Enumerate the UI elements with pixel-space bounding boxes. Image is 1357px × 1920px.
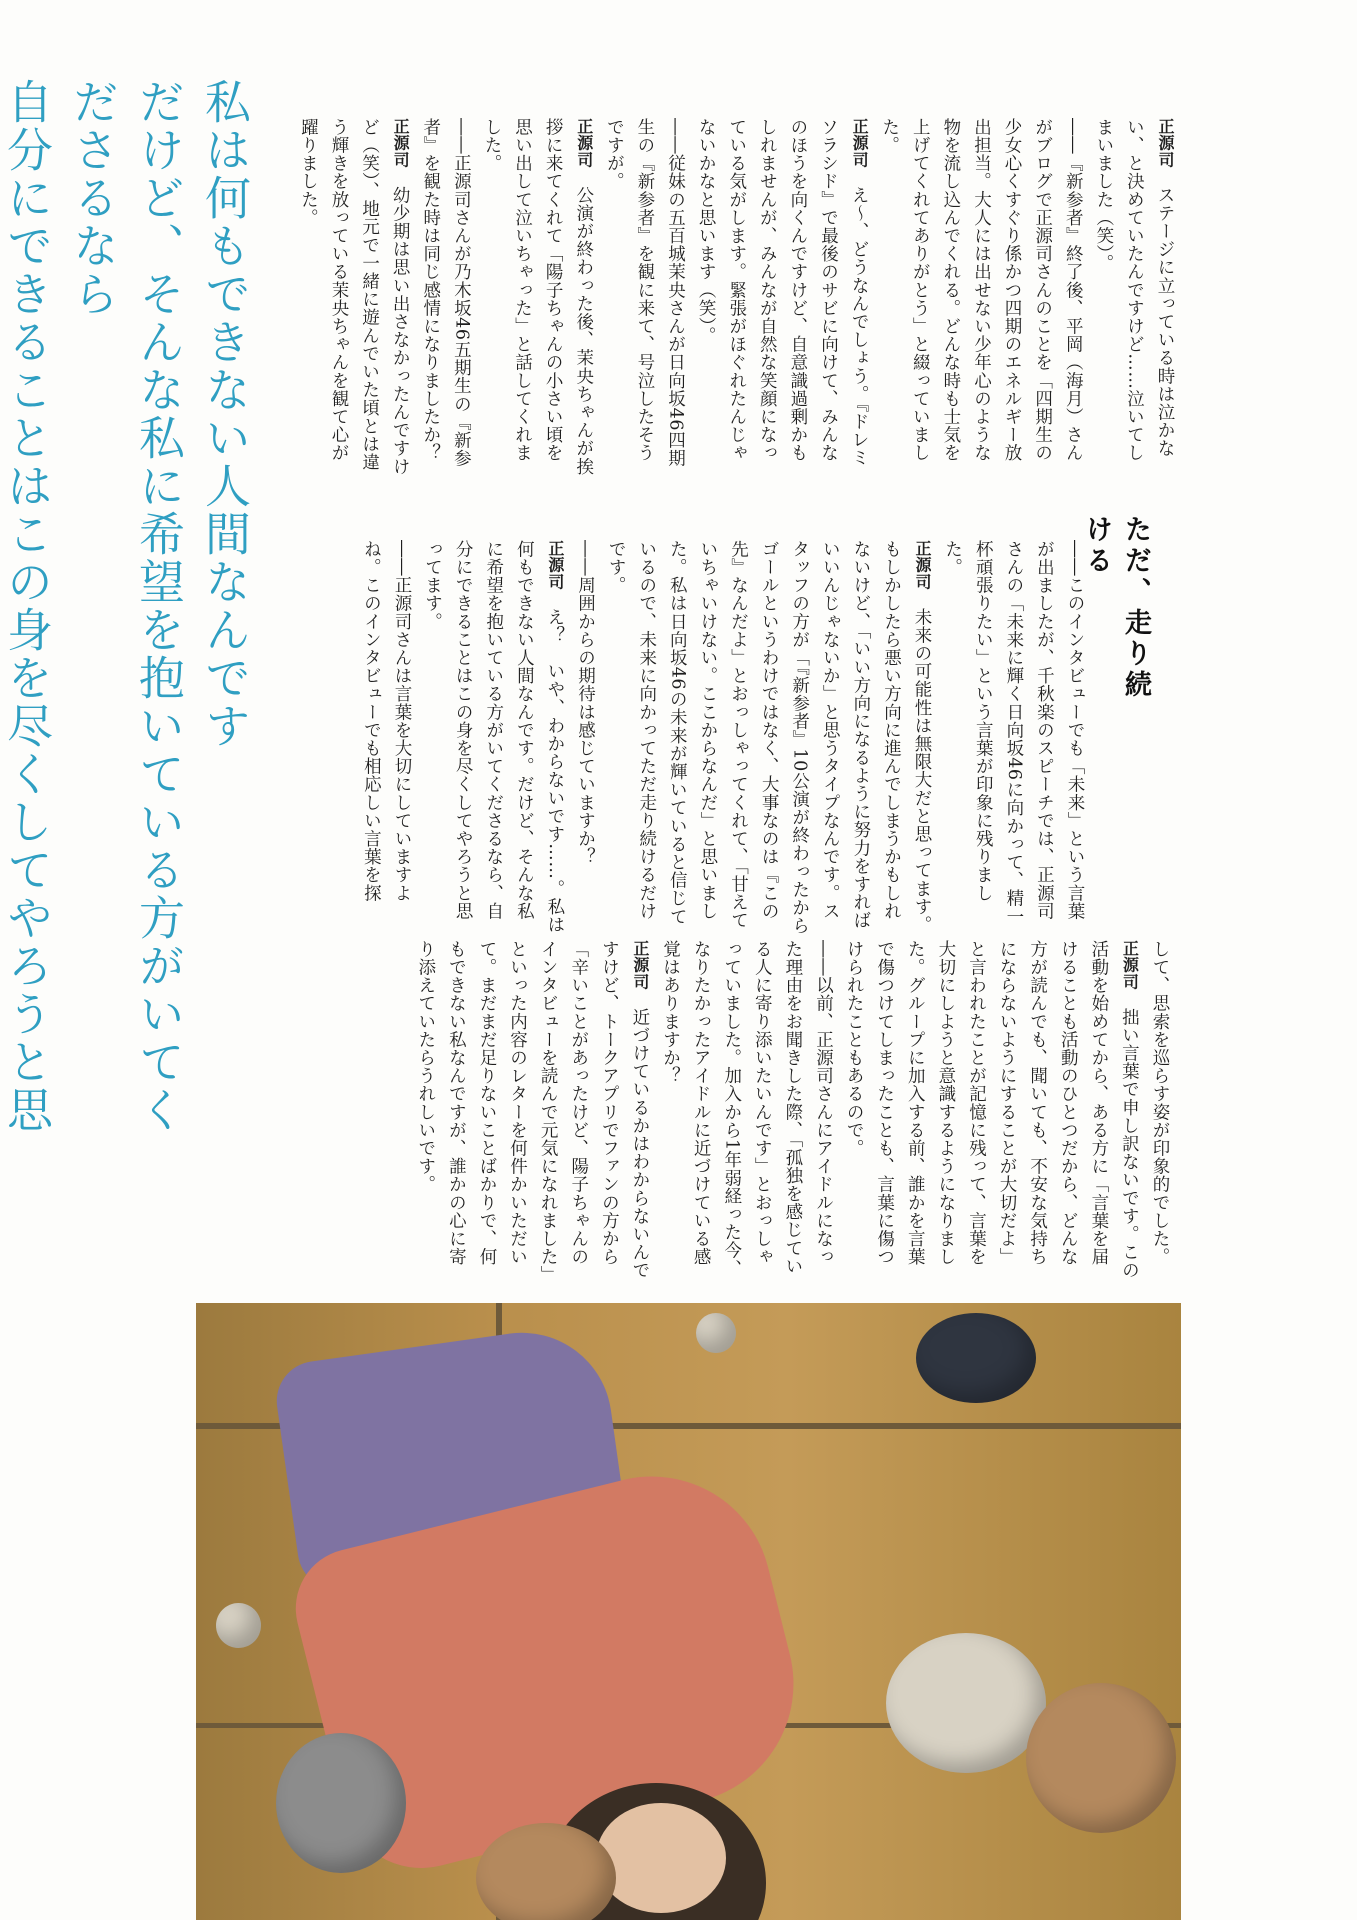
- paragraph-text: ――正源司さんが乃木坂46五期生の『新参者』を観た時は同じ感情になりましたか？: [420, 118, 472, 468]
- paragraph: [1144, 940, 1175, 1280]
- speaker-label: 正源司: [1120, 940, 1140, 990]
- paragraph: [570, 540, 601, 935]
- paragraph-text: ――このインタビューでも「未来」という言葉が出ましたが、千秋楽のスピーチでは、正源司さんの「未来に輝く日向坂46に向かって、精一杯頑張りたい」という言葉が印象に残りました。: [942, 540, 1085, 926]
- paragraph-text: ――正源司さんは言葉を大切にしていますよね。このインタビューでも相応しい言葉を探: [361, 540, 412, 902]
- paragraph: [655, 940, 839, 1280]
- paragraph-text: 未来の可能性は無限大だと思ってます。もしかしたら悪い方向に進んでしまうかもしれないけど、「いい方向になるように努力をすればいいんじゃないか」と思うタイプなんです。スタッフの方が「『新参者』10公演が終わったからゴールというわけではなく、大事なのは『この先』なんだよ」とおっしゃってくれて、「甘えていちゃいけない。ここからなんだ」と思いました。私は日向坂46の未来が輝いていると信じているので、未来に向かってただ走り続けるだけです。: [606, 540, 933, 935]
- paragraph-text: ステージに立っている時は泣かない、と決めていたんですけど……泣いてしまいました（笑）。: [1093, 118, 1175, 462]
- paragraph: [293, 118, 415, 478]
- article-block-lower: [415, 940, 1175, 1280]
- speaker-label: 正源司: [391, 118, 411, 168]
- pull-quote-line: 私は何もできない人間なんです: [198, 78, 252, 750]
- robot-dog-figure: [216, 1603, 261, 1648]
- paragraph-text: 拙い言葉で申し訳ないです。この活動を始めてから、ある方に「言葉を届けることも活動のひとつだから、どんな方が読んでも、聞いても、不安な気持ちにならないようにすることが大切だよ」と言われたことが記憶に残って、言葉を大切にしようと意識するようになりました。グループに加入する前、誰かを言葉で傷つけてしまったことも、言葉に傷つけられたこともあるので。: [844, 940, 1140, 1280]
- section-subheading: ただ、走り続ける: [1081, 515, 1151, 701]
- paragraph-text: え？ いや、わからないです……。私は何もできない人間なんです。だけど、そんな私に希望を抱いている方がいてくださるなら、自分にできることはこの身を尽くしてやろうと思ってます。: [422, 540, 565, 934]
- speaker-label: 正源司: [1156, 118, 1175, 168]
- person-face: [596, 1803, 726, 1913]
- paragraph-text: ――以前、正源司さんにアイドルになった理由をお聞きした際、「孤独を感じている人に寄り添いたいんです」とおっしゃっていました。加入から1年弱経った今、なりたかったアイドルに近づけている感覚はありますか？: [660, 940, 834, 1278]
- pull-quote: [0, 78, 258, 1168]
- paragraph: [874, 118, 1088, 478]
- robot-dog-figure: [276, 1733, 406, 1873]
- paragraph-text: え～、どうなんでしょう。『ドレミソラシド』で最後のサビに向けて、みんなのほうを向くんですけど、自意識過剰かもしれませんが、みんなが自然な笑顔になっている気がします。緊張がほぐれたんじゃないかなと思います（笑）。: [696, 118, 870, 467]
- photo: [196, 1303, 1181, 1920]
- paragraph: [476, 118, 598, 478]
- paragraph: [417, 540, 570, 935]
- paragraph: [601, 540, 938, 935]
- speaker-label: 正源司: [574, 118, 594, 168]
- speaker-label: 正源司: [545, 540, 565, 590]
- paragraph: [356, 540, 417, 935]
- speaker-label: 正源司: [630, 940, 650, 990]
- pull-quote-line: 自分にできることはこの身を尽くしてやろうと思: [0, 78, 54, 1134]
- speaker-label: 正源司: [850, 118, 870, 168]
- paragraph-text: 幼少期は思い出さなかったんですけど（笑）、地元で一緒に遊んでいた頃とは違う輝きを放っている茉央ちゃんを観て心が躍りました。: [298, 118, 411, 476]
- pull-quote-line: だけど、そんな私に希望を抱いている方がいてくださるなら: [66, 78, 186, 1134]
- paragraph: [599, 118, 691, 478]
- paragraph: [838, 940, 1144, 1280]
- paragraph-text: して、思索を巡らす姿が印象的でした。: [1150, 940, 1170, 1266]
- paragraph-text: ――『新参者』終了後、平岡（海月）さんがブログで正源司さんのことを「四期生の少女心くすぐり係かつ四期のエネルギー放出担当。大人には出せない少年心のような物を流し込んでくれる。どんな時も士気を上げてくれてありがとう」と綴っていました。: [879, 118, 1084, 462]
- robot-dog-figure: [886, 1633, 1046, 1773]
- paragraph-text: ――周囲からの期待は感じていますか？: [575, 540, 596, 866]
- robot-dog-figure: [696, 1313, 736, 1353]
- robot-dog-figure: [1026, 1683, 1176, 1833]
- paragraph-text: 近づけているかはわからないんですけど、トークアプリでファンの方から「辛いことがあったけど、陽子ちゃんのインタビューを読んで元気になれました」といった内容のレターを何件かいただいて。まだまだ足りないことばかりで、何もできない私なんですが、誰かの心に寄り添えていたらうれしいです。: [415, 940, 650, 1280]
- robot-dog-figure: [916, 1313, 1036, 1403]
- article-block-top: [298, 118, 1180, 478]
- article-block-middle: [300, 540, 1090, 935]
- paragraph: [415, 118, 476, 478]
- paragraph-text: 公演が終わった後、茉央ちゃんが挨拶に来てくれて「陽子ちゃんの小さい頃を思い出して泣いちゃった」と話してくれました。: [481, 118, 594, 476]
- speaker-label: 正源司: [913, 540, 933, 590]
- paragraph: [410, 940, 655, 1280]
- paragraph-text: ――従妹の五百城茉央さんが日向坂46四期生の『新参者』を観に来て、号泣したそうですが。: [604, 118, 686, 468]
- paragraph: [1088, 118, 1180, 478]
- paragraph: [937, 540, 1090, 935]
- paragraph: [691, 118, 875, 478]
